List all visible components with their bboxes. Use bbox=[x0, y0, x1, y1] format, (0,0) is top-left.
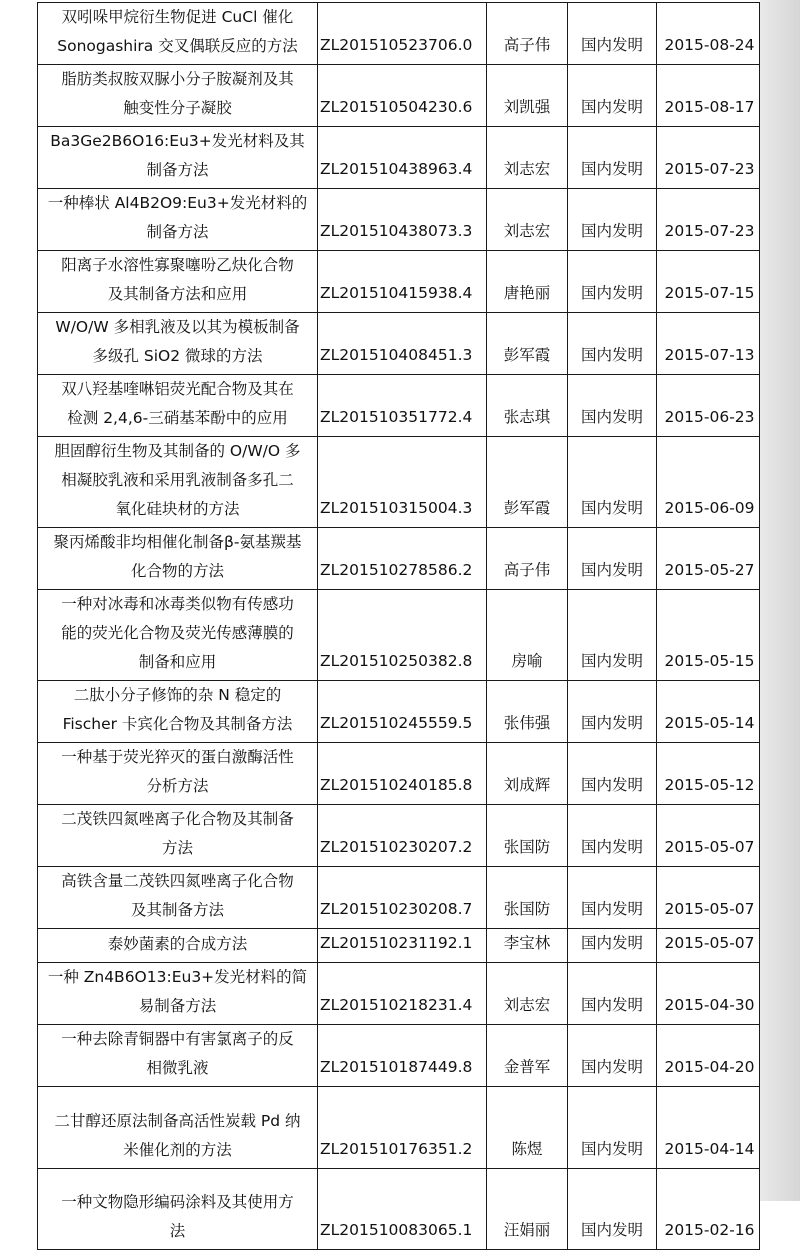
patent-number-cell: ZL201510230208.7 bbox=[318, 867, 487, 929]
patent-type-cell: 国内发明 bbox=[568, 963, 657, 1025]
inventor-cell: 金普军 bbox=[487, 1025, 568, 1087]
patent-title-cell bbox=[38, 3, 318, 65]
patent-title-line: 一种文物隐形编码涂料及其使用方 bbox=[61, 1193, 294, 1211]
patent-number-cell: ZL201510240185.8 bbox=[318, 743, 487, 805]
patent-title-line: 一种对冰毒和冰毒类似物有传感功 bbox=[61, 595, 294, 613]
patent-title-cell bbox=[38, 929, 318, 963]
patent-title-line: 制备和应用 bbox=[138, 653, 217, 671]
patent-title-cell bbox=[38, 805, 318, 867]
date-cell: 2015-05-07 bbox=[657, 929, 760, 963]
patent-title-line: 双八羟基喹啉铝荧光配合物及其在 bbox=[61, 380, 294, 398]
patent-title-line: 及其制备方法 bbox=[130, 901, 224, 919]
patent-number-cell: ZL201510250382.8 bbox=[318, 590, 487, 681]
date-cell: 2015-05-12 bbox=[657, 743, 760, 805]
date-cell: 2015-05-14 bbox=[657, 681, 760, 743]
table-row bbox=[38, 743, 760, 805]
patent-title-cell bbox=[38, 1169, 318, 1250]
patent-title-line: 二肽小分子修饰的杂 N 稳定的 bbox=[73, 686, 282, 704]
patent-number-cell: ZL201510415938.4 bbox=[318, 251, 487, 313]
inventor-cell: 刘志宏 bbox=[487, 127, 568, 189]
patent-type-cell: 国内发明 bbox=[568, 743, 657, 805]
inventor-cell: 刘凯强 bbox=[487, 65, 568, 127]
date-cell: 2015-05-07 bbox=[657, 805, 760, 867]
patent-title-line: 化合物的方法 bbox=[130, 562, 224, 580]
patent-title-line: 阳离子水溶性寡聚噻吩乙炔化合物 bbox=[61, 256, 294, 274]
patent-number-cell: ZL201510438073.3 bbox=[318, 189, 487, 251]
patent-title-cell bbox=[38, 65, 318, 127]
table-row bbox=[38, 375, 760, 437]
patent-number-cell: ZL201510218231.4 bbox=[318, 963, 487, 1025]
patent-type-cell: 国内发明 bbox=[568, 313, 657, 375]
table-row bbox=[38, 3, 760, 65]
table-row bbox=[38, 1087, 760, 1169]
patent-title-line: 米催化剂的方法 bbox=[123, 1141, 232, 1159]
patent-type-cell: 国内发明 bbox=[568, 929, 657, 963]
patent-title-line: 一种去除青铜器中有害氯离子的反 bbox=[61, 1030, 294, 1048]
patent-title-cell bbox=[38, 189, 318, 251]
inventor-cell: 张国防 bbox=[487, 805, 568, 867]
patent-title-cell bbox=[38, 375, 318, 437]
inventor-cell: 彭军霞 bbox=[487, 313, 568, 375]
patent-title-line: 法 bbox=[169, 1222, 186, 1240]
patent-title-line: Fischer 卡宾化合物及其制备方法 bbox=[62, 715, 293, 733]
patent-type-cell: 国内发明 bbox=[568, 867, 657, 929]
inventor-cell: 房喻 bbox=[487, 590, 568, 681]
patent-type-cell: 国内发明 bbox=[568, 805, 657, 867]
patent-title-line: 双吲哚甲烷衍生物促进 CuCl 催化 bbox=[61, 8, 294, 26]
patent-table bbox=[37, 2, 760, 1250]
patent-title-line: 能的荧光化合物及荧光传感薄膜的 bbox=[61, 624, 294, 642]
inventor-cell: 高子伟 bbox=[487, 3, 568, 65]
patent-title-cell bbox=[38, 867, 318, 929]
patent-title-line: 相凝胶乳液和采用乳液制备多孔二 bbox=[61, 471, 294, 489]
table-row bbox=[38, 590, 760, 681]
patent-type-cell: 国内发明 bbox=[568, 681, 657, 743]
date-cell: 2015-04-14 bbox=[657, 1087, 760, 1169]
table-row bbox=[38, 65, 760, 127]
patent-title-line: 易制备方法 bbox=[138, 997, 217, 1015]
patent-title-line: 方法 bbox=[161, 839, 193, 857]
table-row bbox=[38, 251, 760, 313]
patent-title-cell bbox=[38, 313, 318, 375]
patent-title-cell bbox=[38, 590, 318, 681]
patent-type-cell: 国内发明 bbox=[568, 1169, 657, 1250]
patent-number-cell: ZL201510176351.2 bbox=[318, 1087, 487, 1169]
patent-title-cell bbox=[38, 528, 318, 590]
patent-title-line: 检测 2,4,6-三硝基苯酚中的应用 bbox=[67, 409, 288, 427]
patent-type-cell: 国内发明 bbox=[568, 189, 657, 251]
patent-type-cell: 国内发明 bbox=[568, 1025, 657, 1087]
table-row bbox=[38, 313, 760, 375]
table-row bbox=[38, 189, 760, 251]
patent-type-cell: 国内发明 bbox=[568, 375, 657, 437]
date-cell: 2015-07-13 bbox=[657, 313, 760, 375]
table-row bbox=[38, 1025, 760, 1087]
inventor-cell: 高子伟 bbox=[487, 528, 568, 590]
inventor-cell: 张国防 bbox=[487, 867, 568, 929]
date-cell: 2015-05-15 bbox=[657, 590, 760, 681]
inventor-cell: 刘成辉 bbox=[487, 743, 568, 805]
patent-title-line: 氧化硅块材的方法 bbox=[115, 500, 240, 518]
inventor-cell: 李宝林 bbox=[487, 929, 568, 963]
patent-title-cell bbox=[38, 963, 318, 1025]
date-cell: 2015-05-27 bbox=[657, 528, 760, 590]
table-row bbox=[38, 805, 760, 867]
patent-type-cell: 国内发明 bbox=[568, 127, 657, 189]
table-row bbox=[38, 1169, 760, 1250]
date-cell: 2015-02-16 bbox=[657, 1169, 760, 1250]
inventor-cell: 陈煜 bbox=[487, 1087, 568, 1169]
patent-title-cell bbox=[38, 251, 318, 313]
table-row bbox=[38, 867, 760, 929]
date-cell: 2015-07-15 bbox=[657, 251, 760, 313]
patent-type-cell: 国内发明 bbox=[568, 1087, 657, 1169]
table-row bbox=[38, 127, 760, 189]
patent-type-cell: 国内发明 bbox=[568, 3, 657, 65]
patent-title-line: 一种 Zn4B6O13:Eu3+发光材料的简 bbox=[47, 968, 308, 986]
patent-number-cell: ZL201510351772.4 bbox=[318, 375, 487, 437]
patent-title-cell bbox=[38, 743, 318, 805]
patent-number-cell: ZL201510230207.2 bbox=[318, 805, 487, 867]
inventor-cell: 彭军霞 bbox=[487, 437, 568, 528]
patent-number-cell: ZL201510278586.2 bbox=[318, 528, 487, 590]
date-cell: 2015-06-23 bbox=[657, 375, 760, 437]
patent-title-cell bbox=[38, 437, 318, 528]
patent-title-line: 及其制备方法和应用 bbox=[107, 285, 248, 303]
patent-number-cell: ZL201510408451.3 bbox=[318, 313, 487, 375]
table-row bbox=[38, 681, 760, 743]
patent-number-cell: ZL201510187449.8 bbox=[318, 1025, 487, 1087]
patent-title-line: 制备方法 bbox=[146, 161, 209, 179]
patent-title-line: 胆固醇衍生物及其制备的 O/W/O 多 bbox=[54, 442, 301, 460]
patent-number-cell: ZL201510315004.3 bbox=[318, 437, 487, 528]
patent-number-cell: ZL201510438963.4 bbox=[318, 127, 487, 189]
date-cell: 2015-07-23 bbox=[657, 127, 760, 189]
date-cell: 2015-08-17 bbox=[657, 65, 760, 127]
patent-title-cell bbox=[38, 681, 318, 743]
patent-title-line: 多级孔 SiO2 微球的方法 bbox=[92, 347, 263, 365]
patent-title-line: 一种棒状 Al4B2O9:Eu3+发光材料的 bbox=[47, 194, 308, 212]
date-cell: 2015-08-24 bbox=[657, 3, 760, 65]
patent-title-line: 泰妙菌素的合成方法 bbox=[107, 935, 248, 953]
patent-title-line: 二甘醇还原法制备高活性炭载 Pd 纳 bbox=[54, 1112, 301, 1130]
table-row bbox=[38, 528, 760, 590]
patent-title-line: 高铁含量二茂铁四氮唑离子化合物 bbox=[61, 872, 294, 890]
patent-table-body bbox=[38, 3, 760, 1250]
inventor-cell: 张志琪 bbox=[487, 375, 568, 437]
patent-number-cell: ZL201510245559.5 bbox=[318, 681, 487, 743]
patent-title-line: Sonogashira 交叉偶联反应的方法 bbox=[57, 37, 298, 55]
patent-title-line: 分析方法 bbox=[146, 777, 209, 795]
patent-number-cell: ZL201510231192.1 bbox=[318, 929, 487, 963]
patent-type-cell: 国内发明 bbox=[568, 590, 657, 681]
inventor-cell: 刘志宏 bbox=[487, 189, 568, 251]
date-cell: 2015-06-09 bbox=[657, 437, 760, 528]
patent-title-line: 触变性分子凝胶 bbox=[123, 99, 232, 117]
patent-type-cell: 国内发明 bbox=[568, 528, 657, 590]
patent-title-line: Ba3Ge2B6O16:Eu3+发光材料及其 bbox=[50, 132, 305, 150]
patent-title-cell bbox=[38, 127, 318, 189]
inventor-cell: 汪娟丽 bbox=[487, 1169, 568, 1250]
date-cell: 2015-05-07 bbox=[657, 867, 760, 929]
patent-number-cell: ZL201510083065.1 bbox=[318, 1169, 487, 1250]
patent-number-cell: ZL201510504230.6 bbox=[318, 65, 487, 127]
patent-title-line: 聚丙烯酸非均相催化制备β-氨基羰基 bbox=[53, 533, 302, 551]
table-row bbox=[38, 437, 760, 528]
patent-type-cell: 国内发明 bbox=[568, 65, 657, 127]
page-edge-shadow bbox=[760, 0, 800, 1201]
patent-title-line: 脂肪类叔胺双脲小分子胺凝剂及其 bbox=[61, 70, 294, 88]
patent-type-cell: 国内发明 bbox=[568, 251, 657, 313]
inventor-cell: 唐艳丽 bbox=[487, 251, 568, 313]
patent-title-cell bbox=[38, 1025, 318, 1087]
inventor-cell: 张伟强 bbox=[487, 681, 568, 743]
patent-type-cell: 国内发明 bbox=[568, 437, 657, 528]
patent-title-line: 相微乳液 bbox=[146, 1059, 209, 1077]
date-cell: 2015-07-23 bbox=[657, 189, 760, 251]
table-row bbox=[38, 963, 760, 1025]
patent-title-line: 制备方法 bbox=[146, 223, 209, 241]
patent-title-line: W/O/W 多相乳液及以其为模板制备 bbox=[55, 318, 300, 336]
patent-title-cell bbox=[38, 1087, 318, 1169]
inventor-cell: 刘志宏 bbox=[487, 963, 568, 1025]
patent-title-line: 二茂铁四氮唑离子化合物及其制备 bbox=[61, 810, 294, 828]
patent-title-line: 一种基于荧光猝灭的蛋白激酶活性 bbox=[61, 748, 294, 766]
table-row bbox=[38, 929, 760, 963]
date-cell: 2015-04-20 bbox=[657, 1025, 760, 1087]
patent-number-cell: ZL201510523706.0 bbox=[318, 3, 487, 65]
date-cell: 2015-04-30 bbox=[657, 963, 760, 1025]
